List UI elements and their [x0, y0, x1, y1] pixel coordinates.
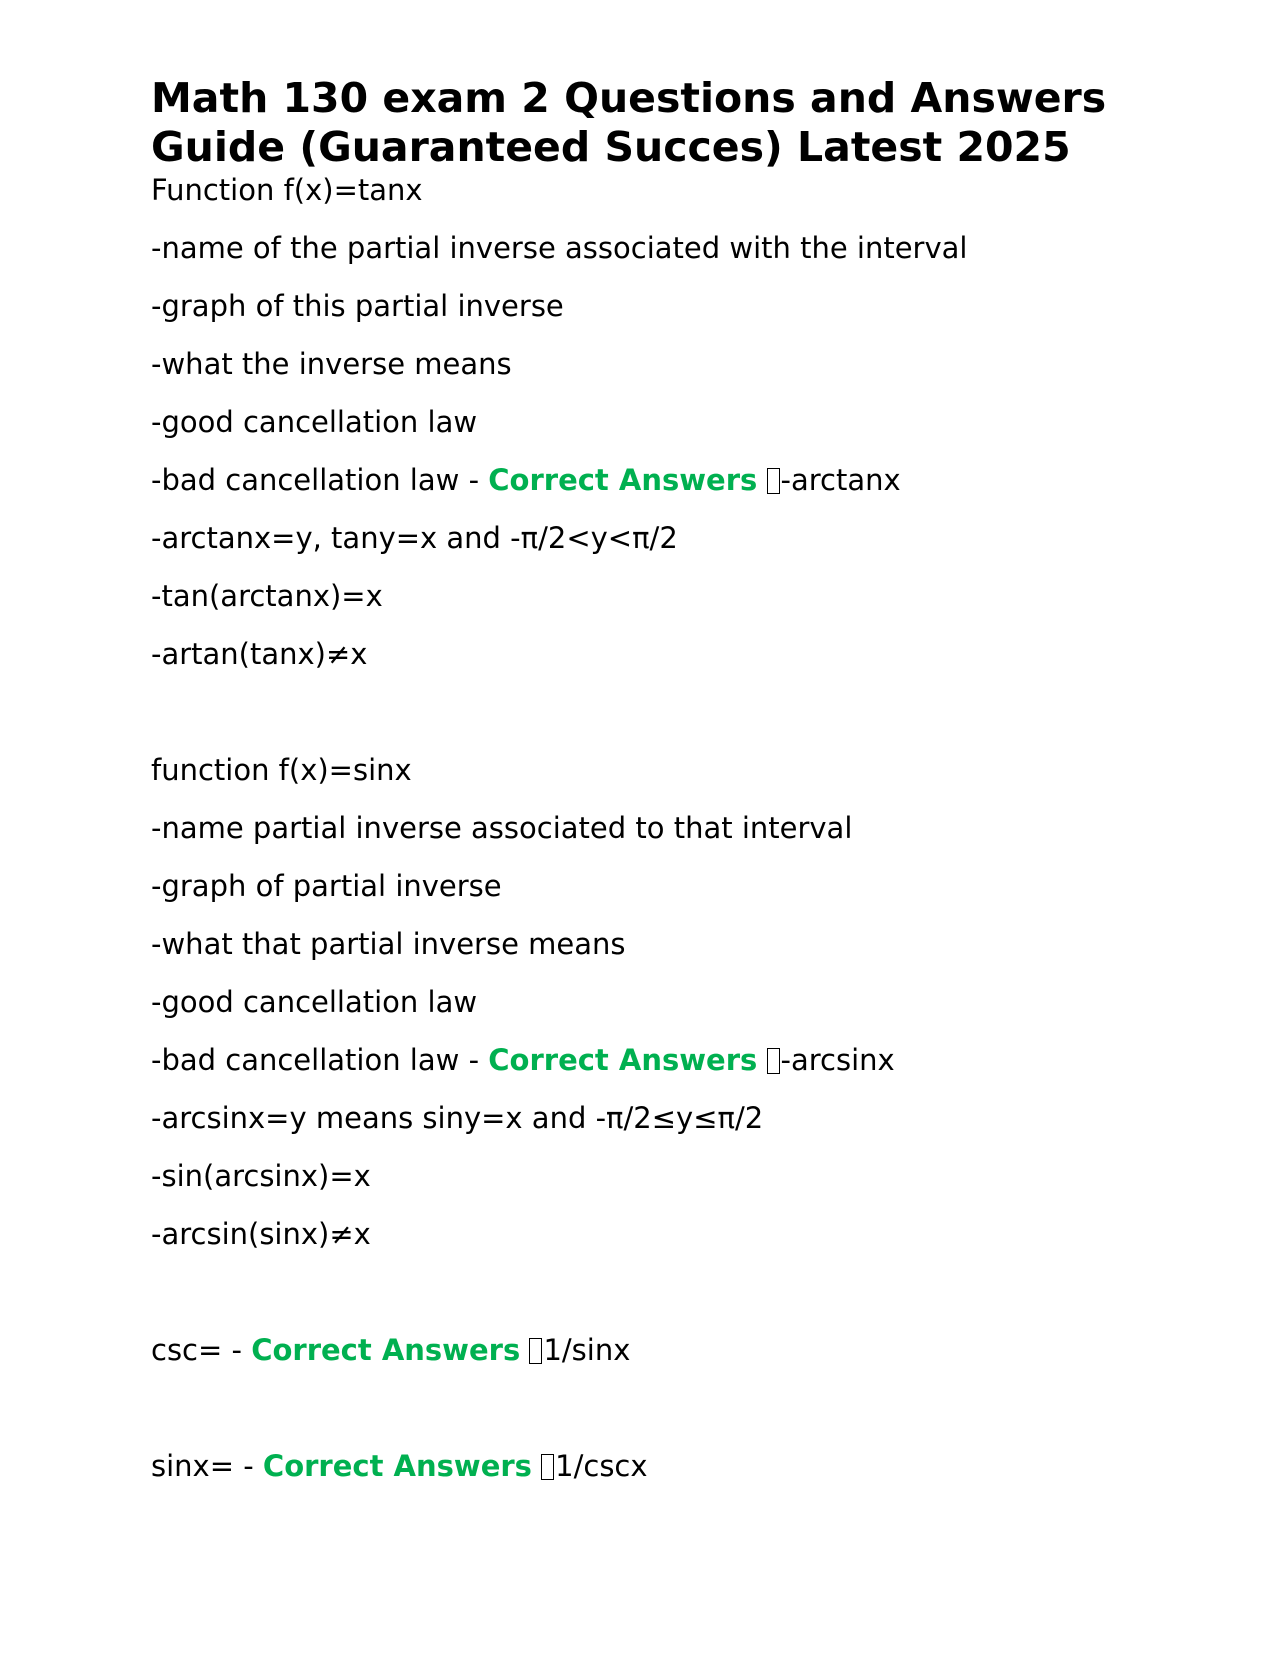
- answer-line: [151, 1448, 648, 1484]
- missing-glyph-icon: [767, 1048, 780, 1074]
- text-line: -artan(tanx)≠x: [151, 637, 368, 671]
- document-title: [151, 74, 1106, 172]
- title-line-2: Guide (Guaranteed Succes) Latest 2025: [151, 123, 1071, 171]
- title-line-1: Math 130 exam 2 Questions and Answers: [151, 74, 1107, 122]
- text-line: -sin(arcsinx)=x: [151, 1159, 371, 1193]
- text-line: -graph of this partial inverse: [151, 289, 564, 323]
- text-line: -good cancellation law: [151, 985, 478, 1019]
- text-line: Function f(x)=tanx: [151, 173, 423, 207]
- text-line: -arctanx=y, tany=x and -π/2<y<π/2: [151, 521, 678, 555]
- text-line: -name of the partial inverse associated with the interval: [151, 231, 968, 265]
- question-text: -bad cancellation law -: [151, 463, 489, 497]
- missing-glyph-icon: [767, 468, 780, 494]
- correct-answers-label: Correct Answers: [251, 1333, 521, 1367]
- correct-answers-label: Correct Answers: [488, 463, 758, 497]
- question-text: -bad cancellation law -: [151, 1043, 489, 1077]
- text-line: -arcsin(sinx)≠x: [151, 1217, 371, 1251]
- missing-glyph-icon: [541, 1454, 554, 1480]
- text-line: -what the inverse means: [151, 347, 512, 381]
- missing-glyph-icon: [529, 1338, 542, 1364]
- question-text: csc= -: [151, 1333, 252, 1367]
- text-line: -graph of partial inverse: [151, 869, 502, 903]
- answer-text: -arcsinx: [780, 1043, 895, 1077]
- answer-line: [151, 1042, 895, 1078]
- text-line: -good cancellation law: [151, 405, 478, 439]
- text-line: -tan(arctanx)=x: [151, 579, 383, 613]
- answer-text: 1/cscx: [555, 1449, 648, 1483]
- text-line: -name partial inverse associated to that interval: [151, 811, 853, 845]
- text-line: -arcsinx=y means siny=x and -π/2≤y≤π/2: [151, 1101, 764, 1135]
- correct-answers-label: Correct Answers: [488, 1043, 758, 1077]
- answer-line: [151, 462, 901, 498]
- question-text: sinx= -: [151, 1449, 263, 1483]
- answer-text: 1/sinx: [543, 1333, 631, 1367]
- answer-text: -arctanx: [780, 463, 901, 497]
- text-line: function f(x)=sinx: [151, 753, 412, 787]
- text-line: -what that partial inverse means: [151, 927, 626, 961]
- answer-line: [151, 1332, 630, 1368]
- correct-answers-label: Correct Answers: [262, 1449, 532, 1483]
